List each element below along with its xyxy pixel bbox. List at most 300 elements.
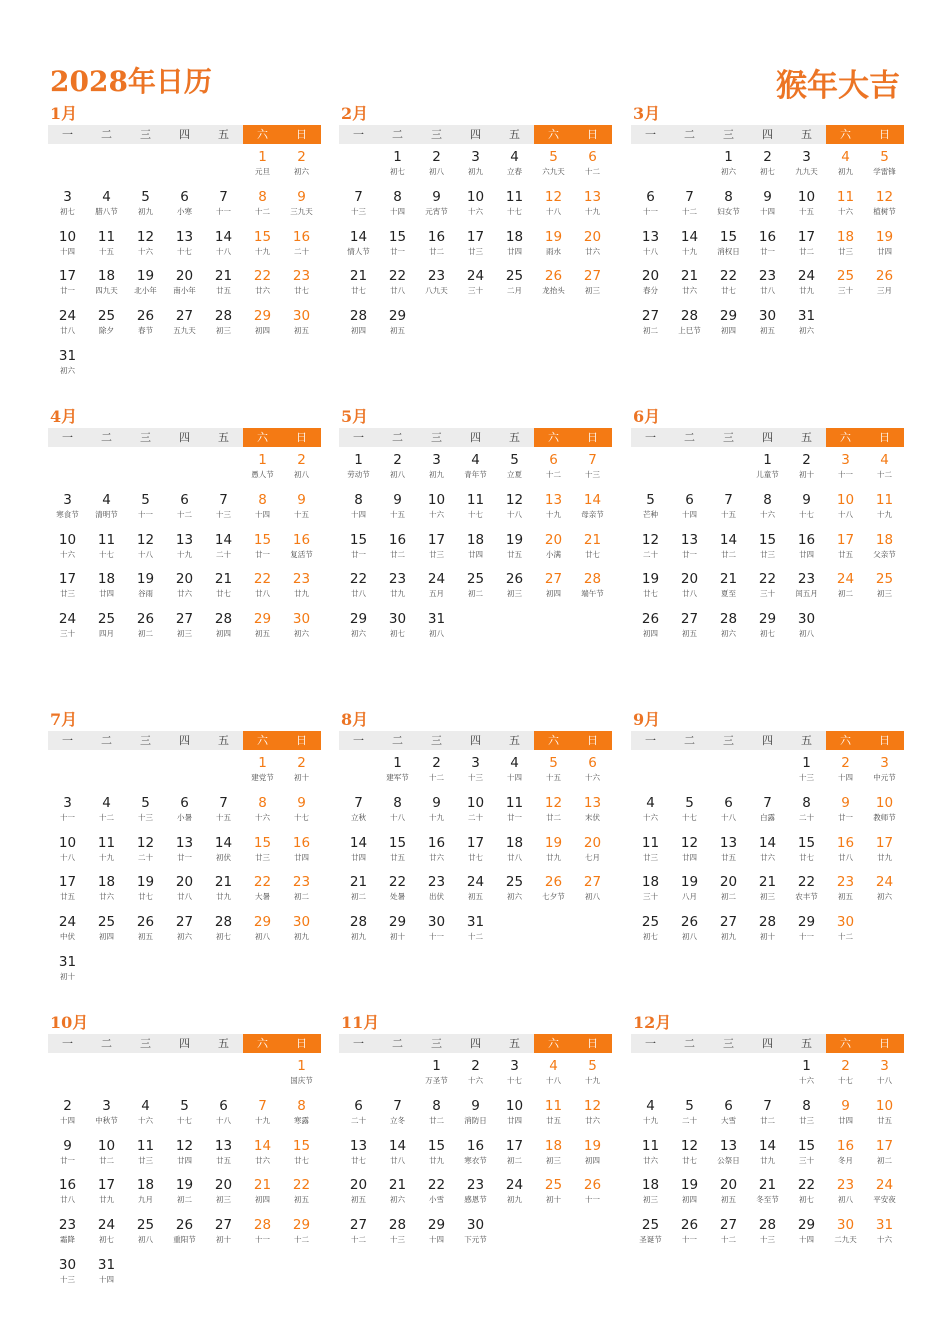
day-number: 15 [253,531,272,548]
lunar-label: 廿五 [390,852,405,862]
day-cell [865,447,904,487]
day-cell [748,1172,787,1212]
weekday-label: 六 [243,428,282,447]
lunar-label: 廿七 [643,589,658,599]
day-cell [534,447,573,487]
day-cell [456,830,495,870]
day-cell [417,263,456,303]
lunar-label: 情人节 [347,246,370,256]
day-number: 8 [258,794,267,811]
day-number: 7 [393,1097,402,1114]
day-number: 25 [97,611,116,628]
day-cell [631,1093,670,1133]
lunar-label: 廿一 [838,812,853,822]
month-title: 1月 [50,104,78,123]
day-number: 30 [427,914,446,931]
day-number: 21 [214,571,233,588]
weekday-label: 一 [62,431,73,444]
weekday-label: 日 [573,1034,612,1053]
lunar-label: 十八 [546,1076,561,1085]
day-number: 25 [544,1177,563,1194]
day-number: 12 [544,794,563,811]
lunar-label: 廿九 [799,286,814,296]
day-cell [748,447,787,487]
day-cell [534,790,573,830]
day-cell [48,487,87,527]
day-number: 12 [641,531,660,548]
lunar-label: 三十 [838,286,853,296]
day-number: 22 [758,571,777,588]
day-cell [243,487,282,527]
day-number: 9 [297,491,306,508]
day-grid [339,144,612,343]
day-cell [165,224,204,264]
lunar-label: 十五 [721,509,736,519]
day-number: 20 [349,1177,368,1194]
day-number: 30 [292,308,311,325]
weekday-label: 六 [826,125,865,144]
day-cell [87,303,126,343]
day-cell [378,303,417,343]
day-cell [573,869,612,909]
day-grid [631,750,904,949]
day-cell [417,1093,456,1133]
day-number: 28 [214,611,233,628]
day-number: 18 [97,874,116,891]
day-number: 11 [641,1137,660,1154]
empty-cell [87,1053,126,1093]
day-cell [826,1212,865,1252]
empty-cell [204,750,243,790]
day-number: 3 [471,149,480,165]
day-number: 4 [102,491,111,508]
day-number: 29 [253,308,272,325]
day-cell [378,869,417,909]
day-cell [826,1133,865,1173]
day-cell [787,447,826,487]
lunar-label: 廿三 [760,549,775,559]
lunar-label: 十一 [838,470,853,479]
day-number: 19 [505,531,524,548]
lunar-label: 十四 [255,509,270,519]
day-cell [204,1093,243,1133]
day-cell [48,1093,87,1133]
lunar-label: 三十 [468,286,483,296]
day-number: 3 [432,452,441,468]
day-number: 17 [875,1137,894,1154]
lunar-label: 十二 [838,932,853,942]
lunar-label: 初六 [721,629,736,639]
weekday-label: 三 [431,128,442,141]
lunar-label: 初七 [99,1235,114,1245]
weekday-label: 二 [392,1037,403,1050]
lunar-label: 十七 [799,509,814,519]
day-number: 17 [505,1137,524,1154]
day-number: 10 [505,1097,524,1114]
lunar-label: 消防日 [464,1115,487,1125]
day-cell [631,566,670,606]
lunar-label: 十一 [216,206,231,216]
lunar-label: 二十 [799,812,814,822]
lunar-label: 廿三 [799,1115,814,1125]
day-cell [282,790,321,830]
day-number: 8 [258,491,267,508]
day-number: 16 [427,228,446,245]
day-number: 23 [466,1177,485,1194]
day-number: 19 [175,1177,194,1194]
day-number: 7 [354,794,363,811]
day-cell [48,1212,87,1252]
empty-cell [204,447,243,487]
day-number: 11 [505,188,524,205]
day-cell [865,1212,904,1252]
weekday-label: 一 [353,431,364,444]
empty-cell [48,750,87,790]
empty-cell [670,1053,709,1093]
day-number: 19 [875,228,894,245]
lunar-label: 十四 [99,1274,114,1284]
day-number: 23 [797,571,816,588]
lunar-label: 十三 [585,470,600,479]
day-number: 26 [680,914,699,931]
lunar-label: 初六 [507,892,522,902]
day-cell [339,303,378,343]
day-cell [826,487,865,527]
day-number: 9 [297,188,306,205]
day-number: 30 [836,1217,855,1234]
lunar-label: 十一 [429,932,444,942]
lunar-label: 寒露 [294,1115,309,1125]
day-cell [165,184,204,224]
day-cell [378,263,417,303]
day-cell [709,1093,748,1133]
lunar-label: 十二 [721,1235,736,1245]
day-cell [87,830,126,870]
day-cell [417,144,456,184]
day-number: 9 [432,188,441,205]
day-number: 4 [471,452,480,468]
lunar-label: 二月 [507,286,522,296]
day-number: 2 [802,452,811,468]
lunar-label: 十七 [294,812,309,822]
lunar-label: 廿八 [390,1155,405,1165]
lunar-label: 重阳节 [173,1235,196,1245]
weekday-header [631,731,904,750]
day-number: 13 [583,188,602,205]
empty-cell [670,144,709,184]
day-number: 2 [297,149,306,165]
day-cell [282,1212,321,1252]
day-number: 16 [466,1137,485,1154]
lunar-label: 初二 [507,1155,522,1165]
day-number: 7 [685,188,694,205]
day-cell [495,263,534,303]
day-cell [282,869,321,909]
day-number: 20 [719,1177,738,1194]
lunar-label: 廿五 [60,892,75,902]
day-cell [339,487,378,527]
day-cell [87,1252,126,1292]
day-number: 21 [253,1177,272,1194]
day-cell [417,487,456,527]
day-cell [48,263,87,303]
day-number: 22 [253,268,272,285]
lunar-label: 廿六 [682,286,697,296]
lunar-label: 十七 [507,1076,522,1085]
lunar-label: 初二 [138,629,153,639]
weekday-label: 六 [534,428,573,447]
day-cell [534,1093,573,1133]
day-number: 10 [58,228,77,245]
lunar-label: 下元节 [464,1235,487,1245]
lunar-label: 十二 [546,470,561,479]
day-number: 24 [836,571,855,588]
day-number: 26 [136,308,155,325]
day-cell [748,566,787,606]
day-cell [204,566,243,606]
lunar-label: 立秋 [351,812,366,822]
day-number: 16 [758,228,777,245]
day-number: 7 [588,452,597,468]
day-number: 21 [583,531,602,548]
month-title: 10月 [50,1013,89,1032]
lunar-label: 初四 [99,932,114,942]
lunar-label: 十九 [585,206,600,216]
day-cell [126,606,165,646]
day-number: 21 [349,268,368,285]
day-cell [826,1172,865,1212]
day-grid [48,144,321,383]
day-cell [670,527,709,567]
lunar-label: 初十 [799,470,814,479]
lunar-label: 廿六 [643,1155,658,1165]
lunar-label: 十八 [721,812,736,822]
day-number: 26 [544,268,563,285]
day-number: 5 [141,188,150,205]
lunar-label: 十五 [799,206,814,216]
day-number: 5 [646,491,655,508]
day-cell [417,790,456,830]
day-number: 26 [136,611,155,628]
day-cell [282,1172,321,1212]
weekday-label: 四 [179,128,190,141]
day-number: 12 [680,1137,699,1154]
day-cell [748,303,787,343]
day-number: 25 [97,308,116,325]
lunar-label: 劳动节 [347,470,370,479]
lunar-label: 十八 [216,246,231,256]
day-cell [670,303,709,343]
day-number: 9 [763,188,772,205]
day-number: 1 [393,755,402,771]
day-cell [282,184,321,224]
day-number: 9 [471,1097,480,1114]
weekday-label: 三 [723,1037,734,1050]
lunar-label: 十二 [585,167,600,176]
lunar-label: 十六 [643,812,658,822]
weekday-label: 五 [218,734,229,747]
day-number: 3 [102,1097,111,1114]
day-cell [670,830,709,870]
day-cell [417,869,456,909]
day-cell [126,1133,165,1173]
lunar-label: 四月 [99,629,114,639]
day-number: 25 [97,914,116,931]
lunar-label: 初二 [877,1155,892,1165]
day-number: 29 [388,308,407,325]
lunar-label: 初四 [546,589,561,599]
day-cell [378,1172,417,1212]
lunar-label: 初二 [351,892,366,902]
day-cell [87,1133,126,1173]
day-cell [378,566,417,606]
day-number: 8 [432,1097,441,1114]
day-number: 24 [97,1217,116,1234]
day-cell [748,1093,787,1133]
weekday-label: 六 [534,1034,573,1053]
lunar-label: 十七 [177,246,192,256]
day-number: 11 [875,491,894,508]
day-cell [282,606,321,646]
day-number: 26 [544,874,563,891]
lunar-label: 廿一 [760,246,775,256]
day-number: 22 [797,874,816,891]
lunar-label: 初七 [760,167,775,176]
lunar-label: 平安夜 [873,1195,896,1205]
day-cell [456,566,495,606]
day-cell [87,566,126,606]
lunar-label: 十七 [99,549,114,559]
day-cell [282,303,321,343]
lunar-label: 初九 [468,167,483,176]
day-number: 23 [292,571,311,588]
lunar-label: 清明节 [95,509,118,519]
day-number: 18 [466,531,485,548]
day-number: 27 [175,914,194,931]
day-cell [282,447,321,487]
day-number: 17 [58,571,77,588]
day-cell [826,869,865,909]
day-cell [495,790,534,830]
day-number: 14 [388,1137,407,1154]
weekday-label: 二 [392,431,403,444]
day-number: 16 [292,834,311,851]
day-number: 26 [875,268,894,285]
day-number: 1 [297,1058,306,1074]
lunar-label: 廿三 [468,246,483,256]
day-grid [339,447,612,646]
lunar-label: 初五 [468,892,483,902]
day-cell [670,606,709,646]
day-number: 11 [544,1097,563,1114]
day-number: 13 [583,794,602,811]
empty-cell [48,1053,87,1093]
day-cell [787,1093,826,1133]
day-number: 5 [141,794,150,811]
day-number: 12 [583,1097,602,1114]
day-cell [631,909,670,949]
weekday-label: 四 [470,1037,481,1050]
lunar-label: 初七 [760,629,775,639]
day-cell [48,343,87,383]
lunar-label: 十四 [390,206,405,216]
lunar-label: 末伏 [585,812,600,822]
day-cell [865,566,904,606]
day-cell [282,830,321,870]
lunar-label: 十四 [351,509,366,519]
day-number: 6 [724,1097,733,1114]
day-number: 1 [802,755,811,771]
lunar-label: 廿八 [390,286,405,296]
lunar-label: 三十 [799,1155,814,1165]
empty-cell [339,1053,378,1093]
empty-cell [339,144,378,184]
lunar-label: 廿五 [216,1155,231,1165]
day-number: 26 [641,611,660,628]
lunar-label: 廿二 [390,549,405,559]
day-number: 17 [466,228,485,245]
day-cell [243,869,282,909]
lunar-label: 十七 [507,206,522,216]
lunar-label: 廿六 [99,892,114,902]
day-cell [826,527,865,567]
lunar-label: 三月 [877,286,892,296]
day-cell [339,1212,378,1252]
day-cell [126,527,165,567]
lunar-label: 廿二 [546,812,561,822]
day-cell [339,1172,378,1212]
day-number: 14 [214,228,233,245]
day-number: 19 [544,228,563,245]
day-number: 24 [875,1177,894,1194]
day-cell [126,184,165,224]
day-cell [417,1212,456,1252]
day-number: 18 [97,571,116,588]
weekday-label: 二 [392,128,403,141]
empty-cell [670,750,709,790]
day-number: 27 [680,611,699,628]
lunar-label: 廿六 [760,852,775,862]
lunar-label: 七夕节 [542,892,565,902]
lunar-label: 廿八 [255,589,270,599]
day-cell [670,790,709,830]
weekday-label: 六 [826,1034,865,1053]
weekday-label: 一 [645,1037,656,1050]
day-number: 15 [797,1137,816,1154]
day-cell [48,1172,87,1212]
day-number: 11 [97,834,116,851]
day-number: 21 [680,268,699,285]
lunar-label: 元旦 [255,167,270,176]
day-number: 21 [719,571,738,588]
weekday-label: 一 [645,734,656,747]
weekday-label: 三 [723,128,734,141]
lunar-label: 廿六 [255,286,270,296]
day-cell [339,1133,378,1173]
day-cell [826,144,865,184]
day-cell [378,1093,417,1133]
day-number: 10 [875,794,894,811]
day-cell [495,1172,534,1212]
day-cell [748,527,787,567]
weekday-label: 五 [218,128,229,141]
weekday-header [48,428,321,447]
lunar-label: 初十 [546,1195,561,1205]
lunar-label: 初五 [351,1195,366,1205]
day-number: 22 [349,571,368,588]
day-number: 31 [58,347,77,364]
day-cell [495,1093,534,1133]
